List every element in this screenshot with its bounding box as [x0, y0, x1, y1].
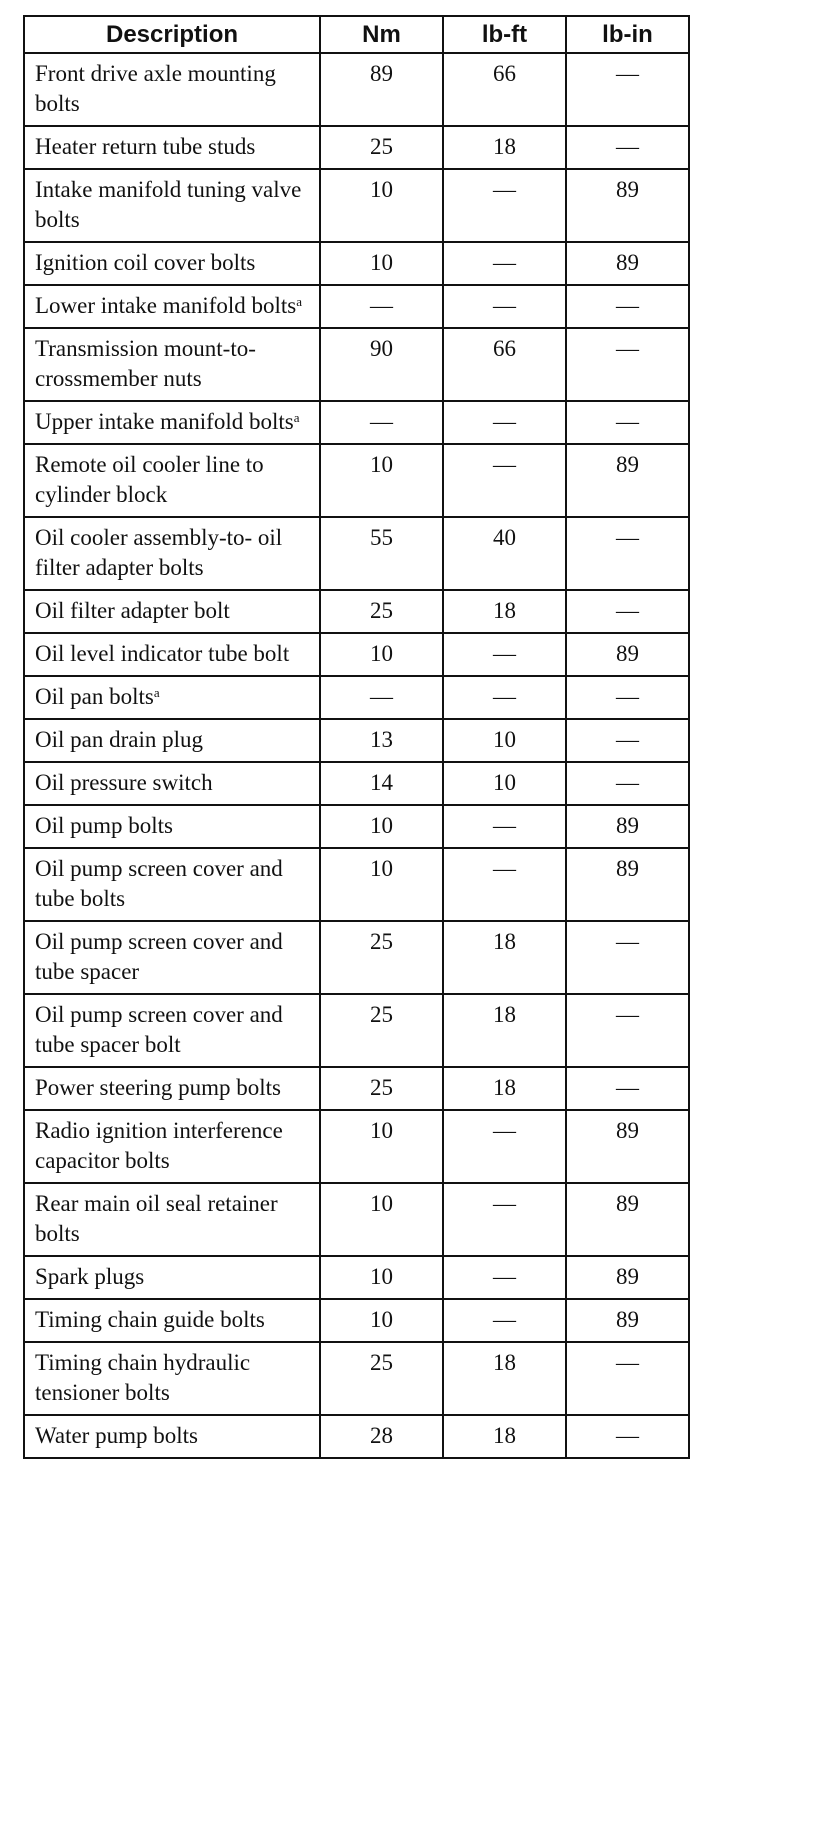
- table-row: [24, 242, 689, 285]
- description-text: Spark plugs: [35, 1264, 145, 1289]
- nm-cell: 13: [320, 719, 443, 762]
- lbin-cell: —: [566, 285, 689, 328]
- nm-cell: 25: [320, 126, 443, 169]
- lbft-cell: —: [443, 401, 566, 444]
- table-row: [24, 1342, 689, 1415]
- description-cell: [24, 590, 320, 633]
- description-text: Timing chain hydraulic tensioner bolts: [35, 1350, 251, 1405]
- description-text: Oil pressure switch: [35, 770, 213, 795]
- nm-cell: —: [320, 676, 443, 719]
- table-row: [24, 285, 689, 328]
- lbin-cell: —: [566, 1067, 689, 1110]
- footnote-marker: a: [296, 294, 303, 309]
- lbft-cell: 10: [443, 762, 566, 805]
- table-row: [24, 444, 689, 517]
- table-row: [24, 517, 689, 590]
- nm-cell: 28: [320, 1415, 443, 1458]
- lbft-cell: 18: [443, 1415, 566, 1458]
- lbft-cell: 40: [443, 517, 566, 590]
- lbin-cell: 89: [566, 1110, 689, 1183]
- lbft-cell: 66: [443, 53, 566, 126]
- lbin-cell: —: [566, 762, 689, 805]
- lbft-cell: 66: [443, 328, 566, 401]
- table-row: [24, 921, 689, 994]
- description-cell: [24, 328, 320, 401]
- description-text: Remote oil cooler line to cylinder block: [35, 452, 264, 507]
- footnote-marker: a: [293, 410, 300, 425]
- torque-spec-table: [23, 15, 690, 1459]
- lbft-cell: —: [443, 1256, 566, 1299]
- description-text: Intake manifold tuning valve bolts: [35, 177, 302, 232]
- lbft-cell: —: [443, 242, 566, 285]
- lbft-cell: 18: [443, 126, 566, 169]
- description-text: Ignition coil cover bolts: [35, 250, 256, 275]
- description-cell: [24, 1256, 320, 1299]
- header-description: Description: [24, 16, 320, 53]
- header-lbft: lb-ft: [443, 16, 566, 53]
- description-cell: [24, 169, 320, 242]
- table-row: [24, 53, 689, 126]
- nm-cell: 25: [320, 994, 443, 1067]
- nm-cell: 25: [320, 1067, 443, 1110]
- lbft-cell: —: [443, 633, 566, 676]
- nm-cell: 10: [320, 242, 443, 285]
- description-cell: [24, 444, 320, 517]
- description-cell: [24, 762, 320, 805]
- description-cell: [24, 719, 320, 762]
- nm-cell: 10: [320, 169, 443, 242]
- description-text: Oil level indicator tube bolt: [35, 641, 290, 666]
- description-cell: [24, 285, 320, 328]
- nm-cell: 90: [320, 328, 443, 401]
- lbin-cell: 89: [566, 1183, 689, 1256]
- lbin-cell: —: [566, 921, 689, 994]
- lbin-cell: —: [566, 719, 689, 762]
- table-row: [24, 994, 689, 1067]
- description-text: Upper intake manifold bolts: [35, 409, 294, 434]
- lbin-cell: —: [566, 53, 689, 126]
- table-header-row: [24, 16, 689, 53]
- description-text: Rear main oil seal retainer bolts: [35, 1191, 278, 1246]
- lbin-cell: —: [566, 676, 689, 719]
- description-cell: [24, 126, 320, 169]
- table-row: [24, 126, 689, 169]
- description-cell: [24, 633, 320, 676]
- table-row: [24, 590, 689, 633]
- description-text: Timing chain guide bolts: [35, 1307, 265, 1332]
- header-lbin: lb-in: [566, 16, 689, 53]
- lbin-cell: —: [566, 517, 689, 590]
- footnote-marker: a: [153, 685, 160, 700]
- table-row: [24, 633, 689, 676]
- description-text: Lower intake manifold bolts: [35, 293, 297, 318]
- description-text: Oil pump screen cover and tube spacer bolt: [35, 1002, 283, 1057]
- description-cell: [24, 53, 320, 126]
- description-cell: [24, 921, 320, 994]
- description-cell: [24, 1183, 320, 1256]
- description-text: Power steering pump bolts: [35, 1075, 281, 1100]
- table-row: [24, 1110, 689, 1183]
- nm-cell: 55: [320, 517, 443, 590]
- description-text: Oil filter adapter bolt: [35, 598, 230, 623]
- lbin-cell: —: [566, 126, 689, 169]
- lbin-cell: —: [566, 590, 689, 633]
- description-cell: [24, 401, 320, 444]
- description-cell: [24, 994, 320, 1067]
- nm-cell: 89: [320, 53, 443, 126]
- description-cell: [24, 1067, 320, 1110]
- lbft-cell: 18: [443, 590, 566, 633]
- lbin-cell: 89: [566, 848, 689, 921]
- nm-cell: 25: [320, 590, 443, 633]
- lbft-cell: 18: [443, 921, 566, 994]
- table-row: [24, 328, 689, 401]
- table-row: [24, 805, 689, 848]
- description-text: Oil pan bolts: [35, 684, 154, 709]
- table-row: [24, 1183, 689, 1256]
- table-row: [24, 169, 689, 242]
- description-text: Radio ignition interference capacitor bolts: [35, 1118, 283, 1173]
- description-cell: [24, 1110, 320, 1183]
- description-text: Front drive axle mounting bolts: [35, 61, 276, 116]
- lbft-cell: —: [443, 1183, 566, 1256]
- lbin-cell: —: [566, 994, 689, 1067]
- table-row: [24, 1067, 689, 1110]
- nm-cell: 25: [320, 1342, 443, 1415]
- description-text: Oil pan drain plug: [35, 727, 203, 752]
- table-row: [24, 848, 689, 921]
- nm-cell: 10: [320, 1183, 443, 1256]
- nm-cell: 25: [320, 921, 443, 994]
- lbft-cell: —: [443, 444, 566, 517]
- table-row: [24, 762, 689, 805]
- lbin-cell: 89: [566, 805, 689, 848]
- nm-cell: 10: [320, 444, 443, 517]
- lbin-cell: 89: [566, 1256, 689, 1299]
- lbin-cell: —: [566, 401, 689, 444]
- lbin-cell: 89: [566, 633, 689, 676]
- nm-cell: 10: [320, 1110, 443, 1183]
- nm-cell: 10: [320, 1299, 443, 1342]
- lbft-cell: 18: [443, 994, 566, 1067]
- nm-cell: 10: [320, 1256, 443, 1299]
- description-cell: [24, 1415, 320, 1458]
- nm-cell: 14: [320, 762, 443, 805]
- lbft-cell: —: [443, 1299, 566, 1342]
- description-cell: [24, 676, 320, 719]
- nm-cell: —: [320, 401, 443, 444]
- description-cell: [24, 517, 320, 590]
- lbin-cell: 89: [566, 444, 689, 517]
- description-text: Water pump bolts: [35, 1423, 198, 1448]
- description-cell: [24, 848, 320, 921]
- table-row: [24, 719, 689, 762]
- description-cell: [24, 242, 320, 285]
- lbft-cell: 18: [443, 1342, 566, 1415]
- description-text: Oil pump bolts: [35, 813, 174, 838]
- description-cell: [24, 1299, 320, 1342]
- nm-cell: 10: [320, 848, 443, 921]
- lbin-cell: —: [566, 1415, 689, 1458]
- nm-cell: 10: [320, 805, 443, 848]
- lbft-cell: —: [443, 1110, 566, 1183]
- description-text: Heater return tube studs: [35, 134, 256, 159]
- description-cell: [24, 805, 320, 848]
- lbin-cell: —: [566, 328, 689, 401]
- description-text: Transmission mount-to-crossmember nuts: [35, 336, 256, 391]
- header-nm: Nm: [320, 16, 443, 53]
- table-row: [24, 676, 689, 719]
- description-cell: [24, 1342, 320, 1415]
- table-row: [24, 1256, 689, 1299]
- lbft-cell: —: [443, 848, 566, 921]
- lbft-cell: 18: [443, 1067, 566, 1110]
- lbft-cell: —: [443, 285, 566, 328]
- lbft-cell: 10: [443, 719, 566, 762]
- nm-cell: 10: [320, 633, 443, 676]
- table-body: [24, 53, 689, 1458]
- lbft-cell: —: [443, 805, 566, 848]
- description-text: Oil cooler assembly-to- oil filter adapter bolts: [35, 525, 283, 580]
- lbft-cell: —: [443, 676, 566, 719]
- nm-cell: —: [320, 285, 443, 328]
- table-row: [24, 1415, 689, 1458]
- lbin-cell: 89: [566, 242, 689, 285]
- lbin-cell: 89: [566, 169, 689, 242]
- lbin-cell: —: [566, 1342, 689, 1415]
- description-text: Oil pump screen cover and tube bolts: [35, 856, 283, 911]
- table-row: [24, 1299, 689, 1342]
- lbin-cell: 89: [566, 1299, 689, 1342]
- table-row: [24, 401, 689, 444]
- lbft-cell: —: [443, 169, 566, 242]
- description-text: Oil pump screen cover and tube spacer: [35, 929, 283, 984]
